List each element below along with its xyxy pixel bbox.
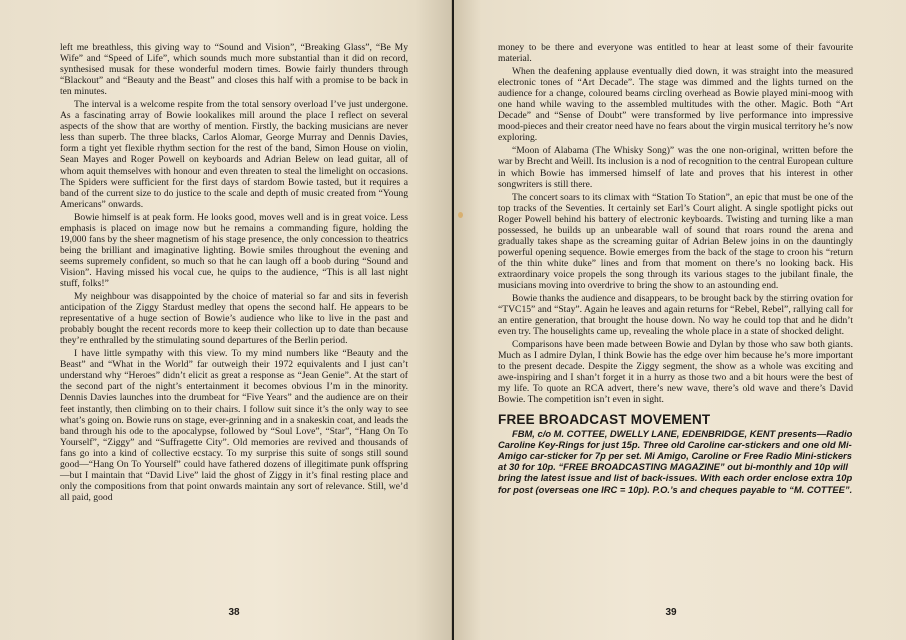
- paragraph: I have little sympathy with this view. To my mind numbers like “Beauty and the Beast” and “What in the World” far outweigh their 1972 equivalents and I just can’t understand why “Heroes” didn’t elicit as great a response as “Jean Genie”. At the start of the second part of the night’s entertainment it becomes obvious I’m in the minority. Dennis Davies launches into the drumbeat for “Five Years” and the audience are on their feet instantly, then climbing on to their chairs. I follow suit since it’s the only way to see what’s going on. Bowie runs on stage, ever-grinning and in a snakeskin coat, and leads the band through his ode to the apocalypse, followed by “Soul Love”, “Star”, “Hang On To Yourself”, “Ziggy” and “Suffragette City”. Old memories are revived and thousands of fans go into a kind of collective ecstacy. To my surprise this suite of songs still sound good—“Hang On To Yourself” could have fathered dozens of illegitimate punk offspring—but I maintain that “David Live” laid the ghost of Ziggy in it’s final resting place and only the compositions from that point onwards maintain any sort of relevance. Still, we’d all paid, good: [60, 348, 408, 503]
- page-number: 39: [665, 607, 677, 618]
- box-body-text: FBM, c/o M. COTTEE, DWELLY LANE, EDENBRIDGE, KENT presents—Radio Caroline Key-Rings for just 15p. Three old Caroline car-stickers and one old Mi-Amigo car-sticker for 7p per set. Mi Amigo, Caroline or Free Radio Mini-stickers at 30 for 10p. “FREE BROADCASTING MAGAZINE” out bi-monthly and 10p will bring the latest issue and list of back-issues. With each order enclose extra 10p for post (overseas one IRC = 10p). P.O.’s and cheques payable to “M. COTTEE”.: [498, 427, 853, 495]
- paragraph: Bowie thanks the audience and disappears, to be brought back by the stirring ovation for “TVC15” and “Stay”. Again he leaves and again returns for “Rebel, Rebel”, rallying call for an entire generation, that brought the house down. No way he could top that and he didn’t even try. The houselights came up, revealing the whole place in a state of shocked delight.: [498, 293, 853, 338]
- paragraph: The concert soars to its climax with “Station To Station”, an epic that must be one of the top tracks of the Seventies. It certainly set Earl’s Court alight. A single spotlight picks out Roger Powell behind his battery of electronic keyboards. Twisting and turning like a man possessed, he builds up an unbearable wall of sound that roars round the arena and gradually takes shape as the screaming guitar of Adrian Belew joins in on the dauntingly powerful opening sequence. Bowie emerges from the back of the stage to croon his “return of the thin white duke” lines and from that moment on there’s no looking back. His extraordinary voice propels the song through its various stages to the jubilant finale, the musicians moving into overdrive to bring the show to an astounding end.: [498, 191, 853, 291]
- paragraph: My neighbour was disappointed by the choice of material so far and sits in feverish anticipation of the Ziggy Stardust medley that opens the second half. He appears to be representative of a huge section of Bowie’s audience who like to live in the past and probably bought the recent records more to keep their collection up to date than because they’re enthralled by the stimulating sound departures of the Berlin period.: [60, 291, 408, 347]
- box-heading: FREE BROADCAST MOVEMENT: [498, 411, 711, 427]
- paragraph: When the deafening applause eventually died down, it was straight into the measured electronic tones of “Art Decade”. The stage was dimmed and the lights turned on the audience for a change, coloured beams circling overhead as Bowie played mini-moog with one hand while waving to the assembled multitudes with the other. Magic. Both “Art Decade” and “Sense of Doubt” were transformed by live performance into impressive mood-pieces and their creator need have no fears about the virgin musical territory he’s now exploring.: [498, 66, 853, 144]
- paragraph: money to be there and everyone was entitled to hear at least some of their favourite material.: [498, 42, 853, 65]
- left-page: [0, 0, 452, 640]
- paragraph: The interval is a welcome respite from the total sensory overload I’ve just undergone. As a fascinating array of Bowie lookalikes mill around the place I reflect on several aspects of the show that are worthy of mention. Firstly, the backing musicians are never less than superb. The three blacks, Carlos Alomar, George Murray and Dennis Davies, form a tight yet flexible rhythm section for the rest of the band, Simon House on violin, Sean Mayes and Roger Powell on keyboards and Adrian Belew on lead guitar, all of whom aquit themselves with honour and even threaten to steal the limelight on occasions. The Spiders were sufficient for the first days of stardom Bowie tasted, but it requires a band of the current size to do justice to the scale and depth of music created from “Young Americans” onwards.: [60, 99, 408, 210]
- gutter-mark: [458, 212, 463, 218]
- right-page: [454, 0, 906, 640]
- paragraph: “Moon of Alabama (The Whisky Song)” was the one non-original, written before the war by Brecht and Weill. Its inclusion is a nod of recognition to the central European culture in which Bowie has immersed himself of late and proves that his interest in other songwriters is still there.: [498, 145, 853, 190]
- right-page-text-column: [498, 42, 853, 497]
- paragraph: Bowie himself is at peak form. He looks good, moves well and is in great voice. Less emphasis is placed on image now but he remains a commanding figure, holding the 19,000 fans by the sheer magnetism of his stage presence, the only concession to theatrics being the brilliant and imaginative lighting. Bowie smiles throughout the evening and seems supremely confident, so much so that he can laugh off a boob during “Sound and Vision”. Having missed his vocal cue, he quips to the audience, “This is all last night stuff, folks!”: [60, 211, 408, 289]
- paragraph: left me breathless, this giving way to “Sound and Vision”, “Breaking Glass”, “Be My Wife” and “Speed of Life”, which sounds much more substantial than it did on record, synthesised musak for these wonderful modern times. Bowie fairly thunders through “Blackout” and “Beauty and the Beast” and closes this half with a promise to be back in ten minutes.: [60, 42, 408, 98]
- left-page-text-column: [60, 42, 408, 505]
- page-number: 38: [228, 607, 240, 618]
- paragraph: Comparisons have been made between Bowie and Dylan by those who saw both giants. Much as I admire Dylan, I think Bowie has the edge over him because he’s more important to the present decade. Despite the Ziggy segment, the show as a whole was exciting and awe-inspiring and I shan’t forget it in a hurry as those two and a bit hours were the best of my life. To quote an RCA advert, there’s new wave, there’s old wave and there’s David Bowie. The competition isn’t even in sight.: [498, 339, 853, 406]
